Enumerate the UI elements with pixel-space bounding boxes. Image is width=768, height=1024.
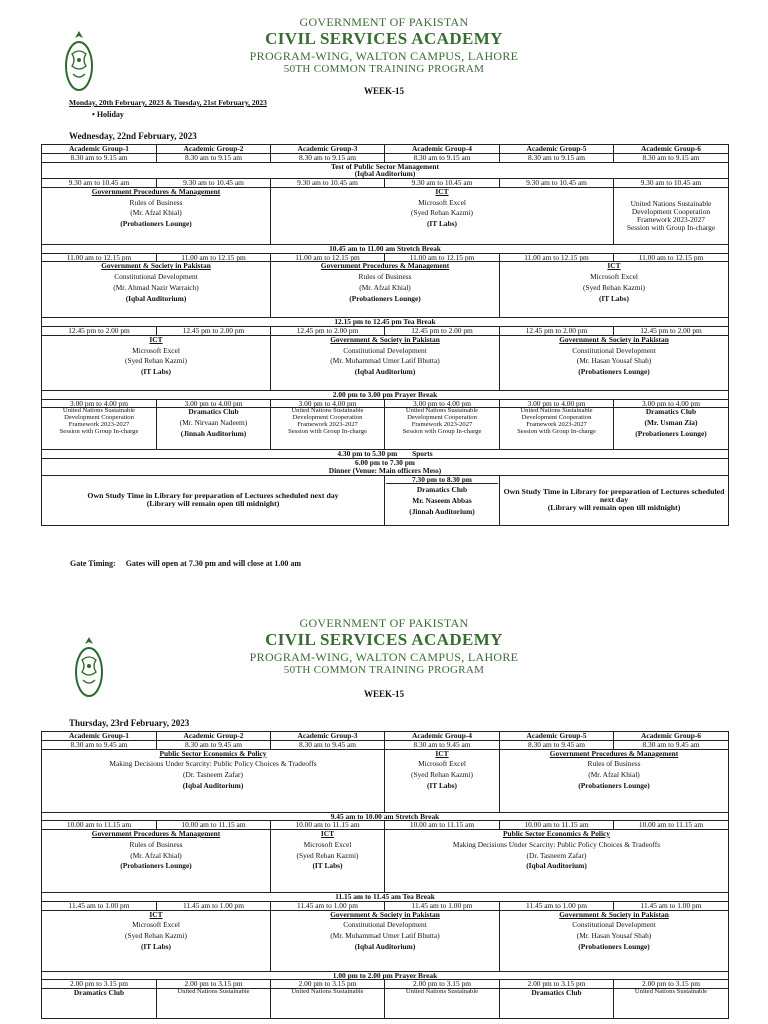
session-venue: (Probationers Lounge) [635,428,707,438]
time-cell: 12.45 pm to 2.00 pm [271,327,385,336]
study-text: Own Study Time in Library for preparation of Lectures scheduled next day [503,486,725,505]
session-title: Dramatics Club [416,485,468,495]
session-title: Government & Society in Pakistan [330,910,440,919]
time-cell: 3.00 pm to 4.00 pm [157,399,271,408]
session-speaker: (Syed Rehan Kazmi) [583,282,645,292]
time-cell: 11.00 am to 12.15 pm [42,253,157,262]
un-line: Development Cooperation [407,414,477,422]
session-topic: Rules of Business [129,839,183,849]
dinner-venue: Dinner (Venue: Main officers Mess) [328,465,442,475]
session-topic: Microsoft Excel [132,920,180,930]
session-cell [385,749,500,812]
time-cell: 10.00 am to 11.15 am [500,821,614,830]
session-topic: Constitutional Development [343,345,427,355]
column-header: Academic Group-4 [385,145,500,154]
dinner-time: 6.00 pm to 7.30 pm [355,458,415,468]
time-cell: 12.45 pm to 2.00 pm [385,327,500,336]
time-cell: 11.45 am to 1.00 pm [385,901,500,910]
day-title: Wednesday, 22nd February, 2023 [69,131,197,141]
table-row [42,153,729,162]
un-line: Development Cooperation [64,414,134,422]
table-row [42,910,729,971]
table-row [42,812,729,821]
break-row: 1.00 pm to 2.00 pm Prayer Break [42,971,729,980]
session-cell [385,475,500,525]
table-row [42,749,729,812]
session-speaker: (Syed Rehan Kazmi) [125,356,187,366]
session-cell [385,830,729,893]
session-title: ICT [320,829,335,839]
table-row [42,971,729,980]
session-venue: (IT Labs) [598,293,630,303]
session-title: ICT [435,749,449,758]
session-topic: Making Decisions Under Scarcity: Public Policy Choices & Tradeoffs [109,759,317,769]
time-cell: 12.45 pm to 2.00 pm [500,327,614,336]
page1-header [0,15,768,76]
session-speaker: (Syed Rehan Kazmi) [411,770,473,780]
time-cell: 7.30 pm to 8.30 pm [386,476,498,485]
session-cell [42,830,271,893]
table-row [42,475,729,525]
study-text: Own Study Time in Library for preparation of Lectures scheduled next day [87,491,339,501]
session-topic: Microsoft Excel [132,345,180,355]
session-venue: (IT Labs) [140,941,172,951]
header-program: 50TH COMMON TRAINING PROGRAM [283,63,485,75]
session-cell [271,187,614,244]
session-topic: Constitutional Development [343,920,427,930]
dinner-row [42,459,729,476]
table-row [42,408,729,450]
session-venue: (Iqbal Auditorium) [526,861,587,871]
session-cell [42,335,271,390]
session-title: Dramatics Club [645,407,697,417]
session-title: Public Sector Economics & Policy [159,749,267,758]
time-cell: 11.45 am to 1.00 pm [42,901,157,910]
session-speaker: (Dr. Tasneem Zafar) [526,850,587,860]
session-speaker: (Syed Rehan Kazmi) [125,931,187,941]
time-cell: 9.30 am to 10.45 am [500,179,614,188]
session-cell [500,335,729,390]
session-cell [157,408,271,450]
session-speaker: (Mr. Ahmad Nazir Warraich) [113,282,199,292]
session-title: ICT [149,335,163,344]
holiday-date: Monday, 20th February, 2023 & Tuesday, 21st February, 2023 [69,98,267,107]
un-line: Session with Group In-charge [288,428,367,436]
page2-header [0,616,768,677]
time-cell: 3.00 pm to 4.00 pm [42,399,157,408]
session-topic: Microsoft Excel [418,759,466,769]
session-venue: (Iqbal Auditorium) [125,293,187,303]
session-topic: Rules of Business [587,759,641,769]
un-line: United Nations Sustainable [291,407,364,415]
table-row [42,989,729,1019]
time-cell: 11.45 am to 1.00 pm [157,901,271,910]
time-cell: 9.30 am to 10.45 am [42,179,157,188]
session-cell: United Nations Sustainable [614,989,729,1019]
session-venue: (Iqbal Auditorium) [182,780,244,790]
un-line: Session with Group In-charge [59,428,139,436]
session-title: Government & Society in Pakistan [559,335,669,344]
header-program: 50TH COMMON TRAINING PROGRAM [283,664,485,676]
session-venue: (Probationers Lounge) [349,293,421,303]
time-cell: 12.45 pm to 2.00 pm [157,327,271,336]
session-venue: (Iqbal Auditorium) [354,367,416,377]
session-title: Government Procedures & Management [320,261,450,271]
table-row [42,262,729,318]
un-line: Framework 2023-2027 [411,421,473,429]
column-header: Academic Group-3 [271,732,385,741]
session-topic: Rules of Business [358,272,412,282]
session-cell: United Nations Sustainable [157,989,271,1019]
un-line: United Nations Sustainable [520,407,593,415]
session-topic: Constitutional Development [114,272,198,282]
un-line: United Nations Sustainable [630,199,712,209]
time-cell: 2.00 pm to 3.15 pm [271,980,385,989]
table-row [42,187,729,244]
time-cell: 8.30 am to 9.45 am [500,740,614,749]
time-cell: 2.00 pm to 3.15 pm [500,980,614,989]
column-header: Academic Group-2 [157,145,271,154]
time-cell: 8.30 am to 9.15 am [614,153,729,162]
table-row [42,327,729,336]
table-row [42,390,729,399]
time-cell: 8.30 am to 9.15 am [385,153,500,162]
day-title: Thursday, 23rd February, 2023 [69,718,190,728]
test-session [42,162,729,179]
un-line: Session with Group In-charge [517,428,596,436]
un-line: Framework 2023-2027 [297,421,358,429]
session-speaker: (Mr. Hasan Yousaf Shah) [576,356,652,366]
session-speaker: (Mr. Muhammad Umer Latif Bhutta) [330,356,440,366]
column-header: Academic Group-3 [271,145,385,154]
time-cell: 8.30 am to 9.15 am [271,153,385,162]
session-venue: (Iqbal Auditorium) [354,941,416,951]
column-header: Academic Group-5 [500,732,614,741]
session-title: Dramatics Club [188,407,239,417]
table-row [42,244,729,253]
time-cell: 11.00 am to 12.15 pm [385,253,500,262]
session-title: Government & Society in Pakistan [330,335,440,344]
header-academy: CIVIL SERVICES ACADEMY [265,29,503,48]
session-topic: Microsoft Excel [303,839,352,849]
session-cell [271,262,500,318]
session-speaker: (Mr. Nirvaan Nadeem) [179,418,248,428]
study-note: (Library will remain open till midnight) [547,503,681,513]
session-venue: (IT Labs) [426,219,458,229]
time-cell: 11.00 am to 12.15 pm [271,253,385,262]
time-cell: 10.00 am to 11.15 am [42,821,157,830]
session-venue: (Probationers Lounge) [578,780,650,790]
holiday-item: • Holiday [92,110,124,119]
session-venue: (Probationers Lounge) [578,941,650,951]
session-venue: (Jinnah Auditorium) [180,428,247,438]
time-cell: 10.00 am to 11.15 am [614,821,729,830]
un-line: Framework 2023-2027 [68,421,130,429]
week-label: WEEK-15 [363,689,404,699]
table-row [42,145,729,154]
session-speaker: (Mr. Afzal Khial) [359,282,411,292]
session-title: ICT [435,187,449,196]
un-line: Session with Group In-charge [402,428,482,436]
timetable-wednesday [41,144,729,526]
time-cell: 2.00 pm to 3.15 pm [614,980,729,989]
header-campus: PROGRAM-WING, WALTON CAMPUS, LAHORE [249,49,519,63]
table-row [42,162,729,179]
break-row: 2.00 pm to 3.00 pm Prayer Break [42,390,729,399]
session-title: ICT [149,910,163,919]
table-row [42,179,729,188]
un-line: Framework 2023-2027 [637,214,705,224]
column-header: Academic Group-2 [157,732,271,741]
session-speaker: (Mr. Afzal Khial) [588,770,640,780]
un-line: Development Cooperation [631,207,711,217]
session-cell [42,262,271,318]
time-cell: 10.00 am to 11.15 am [157,821,271,830]
un-line: United Nations Sustainable [405,407,479,415]
session-title: Public Sector Economics & Policy [502,829,610,839]
table-row [42,318,729,327]
session-cell [614,408,729,450]
study-note: (Library will remain open till midnight) [146,499,280,509]
session-cell [271,830,385,893]
table-row [42,399,729,408]
column-header: Academic Group-1 [42,145,157,154]
session-topic: Constitutional Development [572,920,656,930]
session-cell: United Nations Sustainable [271,989,385,1019]
time-cell: 3.00 pm to 4.00 pm [614,399,729,408]
session-cell [500,262,729,318]
session-speaker: (Mr. Muhammad Umer Latif Bhutta) [330,931,440,941]
time-cell: 12.45 pm to 2.00 pm [42,327,157,336]
timetable-thursday [41,731,729,1019]
session-speaker: (Mr. Usman Zia) [644,418,698,428]
session-cell [500,910,729,971]
time-cell: 11.45 am to 1.00 pm [614,901,729,910]
time-cell: 11.00 am to 12.15 pm [500,253,614,262]
un-line: Development Cooperation [292,414,363,422]
table-row [42,830,729,893]
time-cell: 2.00 pm to 3.15 pm [157,980,271,989]
un-line: Session with Group In-charge [626,222,716,232]
session-cell [42,187,271,244]
sports-row: 4.30 pm to 5.30 pm Sports [42,450,729,459]
time-cell: 10.00 am to 11.15 am [385,821,500,830]
time-cell: 8.30 am to 9.15 am [157,153,271,162]
session-venue: (Jinnah Auditorium) [409,507,475,517]
column-header: Academic Group-5 [500,145,614,154]
column-header: Academic Group-1 [42,732,157,741]
session-title: ICT [607,261,621,271]
table-row [42,740,729,749]
gate-timing: Gate Timing: Gates will open at 7.30 pm and will close at 1.00 am [70,559,302,568]
un-line: Framework 2023-2027 [526,421,587,429]
header-government: GOVERNMENT OF PAKISTAN [299,616,469,630]
session-cell [42,749,385,812]
table-row [42,901,729,910]
table-row [42,980,729,989]
session-title: Government Procedures & Management [549,749,679,758]
time-cell: 8.30 am to 9.45 am [385,740,500,749]
column-header: Academic Group-6 [614,732,729,741]
session-cell [500,749,729,812]
session-title: Government & Society in Pakistan [559,910,669,919]
session-venue: (Iqbal Auditorium) [354,169,416,179]
session-speaker: (Syed Rehan Kazmi) [411,208,473,218]
session-speaker: (Mr. Afzal Khial) [130,850,182,860]
time-cell: 9.30 am to 10.45 am [271,179,385,188]
session-venue: (IT Labs) [140,367,172,377]
session-title: Test of Public Sector Management [331,162,439,171]
session-title: Government & Society in Pakistan [101,261,211,271]
session-title: Government Procedures & Management [91,187,221,196]
time-cell: 9.30 am to 10.45 am [157,179,271,188]
study-cell [500,475,729,525]
session-speaker: (Syed Rehan Kazmi) [296,850,359,860]
session-cell [42,910,271,971]
session-topic: Microsoft Excel [418,197,466,207]
session-topic: Rules of Business [129,197,183,207]
session-cell [271,335,500,390]
study-cell [42,475,385,525]
session-venue: (Probationers Lounge) [578,367,650,377]
time-cell: 11.45 am to 1.00 pm [271,901,385,910]
table-row [42,732,729,741]
session-venue: (IT Labs) [426,780,458,790]
time-cell: 11.45 am to 1.00 pm [500,901,614,910]
table-row [42,335,729,390]
time-cell: 8.30 am to 9.45 am [614,740,729,749]
time-cell: 11.00 am to 12.15 pm [614,253,729,262]
session-speaker: (Dr. Tasneem Zafar) [183,770,243,780]
time-cell: 3.00 pm to 4.00 pm [500,399,614,408]
session-cell [271,408,385,450]
session-title: Government Procedures & Management [91,829,221,839]
session-cell [614,187,729,244]
session-cell [385,408,500,450]
time-cell: 9.30 am to 10.45 am [385,179,500,188]
session-cell [42,408,157,450]
time-cell: 3.00 pm to 4.00 pm [385,399,500,408]
session-venue: (Probationers Lounge) [120,219,192,229]
session-topic: Constitutional Development [572,345,656,355]
time-cell: 8.30 am to 9.45 am [271,740,385,749]
time-cell: 8.30 am to 9.45 am [157,740,271,749]
session-topic: Microsoft Excel [590,272,638,282]
time-cell: 10.00 am to 11.15 am [271,821,385,830]
session-topic: Making Decisions Under Scarcity: Public Policy Choices & Tradeoffs [452,839,661,849]
column-header: Academic Group-6 [614,145,729,154]
time-cell: 11.00 am to 12.15 pm [157,253,271,262]
break-row: 11.15 am to 11.45 am Tea Break [42,893,729,902]
time-cell: 2.00 pm to 3.15 pm [42,980,157,989]
header-government: GOVERNMENT OF PAKISTAN [299,15,469,29]
session-cell [500,408,614,450]
time-cell: 8.30 am to 9.15 am [42,153,157,162]
time-cell: 9.30 am to 10.45 am [614,179,729,188]
break-row: 12.15 pm to 12.45 pm Tea Break [42,318,729,327]
table-row [42,459,729,476]
session-venue: (Probationers Lounge) [120,861,192,871]
session-cell: Dramatics Club [500,989,614,1019]
un-line: Development Cooperation [521,414,592,422]
session-speaker: (Mr. Hasan Yousaf Shah) [576,931,652,941]
header-academy: CIVIL SERVICES ACADEMY [265,630,503,649]
time-cell: 8.30 am to 9.45 am [42,740,157,749]
header-campus: PROGRAM-WING, WALTON CAMPUS, LAHORE [249,650,519,664]
table-row [42,450,729,459]
table-row [42,253,729,262]
session-cell [271,910,500,971]
session-venue: (IT Labs) [312,861,343,871]
un-line: United Nations Sustainable [62,407,136,415]
time-cell: 3.00 pm to 4.00 pm [271,399,385,408]
table-row [42,893,729,902]
session-speaker: (Mr. Afzal Khial) [130,208,182,218]
time-cell: 8.30 am to 9.15 am [500,153,614,162]
time-cell: 12.45 pm to 2.00 pm [614,327,729,336]
break-row: 10.45 am to 11.00 am Stretch Break [42,244,729,253]
table-row [42,821,729,830]
session-cell: United Nations Sustainable [385,989,500,1019]
week-label: WEEK-15 [363,86,404,96]
session-speaker: Mr. Naseem Abbas [412,496,472,506]
session-cell: Dramatics Club [42,989,157,1019]
break-row: 9.45 am to 10.00 am Stretch Break [42,812,729,821]
time-cell: 2.00 pm to 3.15 pm [385,980,500,989]
column-header: Academic Group-4 [385,732,500,741]
